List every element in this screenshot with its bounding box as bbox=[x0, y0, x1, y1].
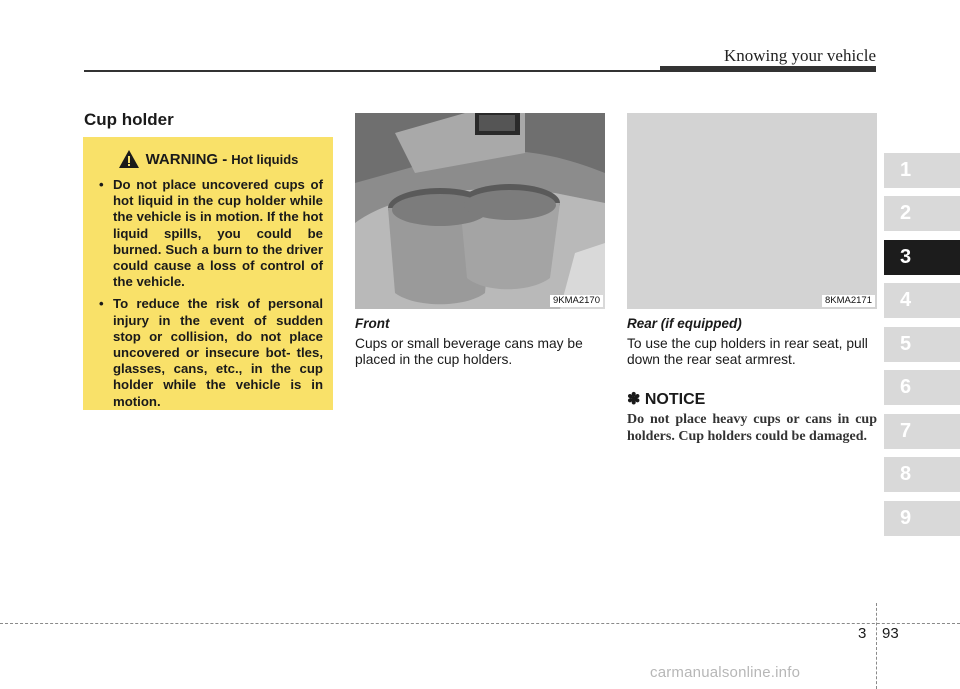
image-code: 8KMA2171 bbox=[822, 295, 875, 307]
warning-heading bbox=[93, 149, 323, 169]
front-cup-holder-illustration bbox=[355, 113, 605, 309]
warning-item: • Do not place uncovered cups of hot liquid in the cup holder while the vehicle is in motion. If the hot liquid spills, you could be burned. Such a burn to the driver could cause a loss of control of the vehicle. bbox=[93, 177, 323, 290]
image-code: 9KMA2170 bbox=[550, 295, 603, 307]
footer-chapter-number: 3 bbox=[858, 625, 867, 642]
chapter-tab-4[interactable]: 4 bbox=[884, 283, 960, 318]
chapter-tab-7[interactable]: 7 bbox=[884, 414, 960, 449]
footer-page-number: 93 bbox=[882, 625, 899, 642]
header-title: Knowing your vehicle bbox=[723, 46, 876, 65]
watermark: carmanualsonline.info bbox=[650, 664, 801, 681]
front-description: Cups or small beverage cans may be placed in the cup holders. bbox=[355, 336, 583, 367]
footer-divider bbox=[876, 603, 877, 689]
notice-text: Do not place heavy cups or cans in cup holders. Cup holders could be damaged. bbox=[627, 412, 877, 444]
warning-label: WARNING - bbox=[145, 150, 228, 168]
chapter-tab-5[interactable]: 5 bbox=[884, 327, 960, 362]
section-title: Cup holder bbox=[84, 110, 174, 129]
rear-description: To use the cup holders in rear seat, pull down the rear seat armrest. bbox=[627, 336, 868, 367]
notice-title: ✽ NOTICE bbox=[627, 391, 706, 408]
warning-subtitle: Hot liquids bbox=[231, 151, 299, 167]
warning-box bbox=[83, 137, 333, 410]
chapter-tab-9[interactable]: 9 bbox=[884, 501, 960, 536]
front-caption: Front bbox=[355, 316, 390, 331]
warning-triangle-icon bbox=[118, 149, 140, 169]
front-cup-holder-image bbox=[355, 113, 605, 309]
chapter-tab-8[interactable]: 8 bbox=[884, 457, 960, 492]
rear-caption: Rear (if equipped) bbox=[627, 316, 742, 331]
chapter-tab-2[interactable]: 2 bbox=[884, 196, 960, 231]
chapter-tab-6[interactable]: 6 bbox=[884, 370, 960, 405]
warning-item: • To reduce the risk of personal injury in the event of sudden stop or collision, do not place uncovered or insecure bot- tles, glasses, cans, etc., in the cup holder while the vehicle is in motion. bbox=[93, 296, 323, 409]
warning-list bbox=[93, 177, 323, 410]
rear-cup-holder-image bbox=[627, 113, 877, 309]
header-rule-accent bbox=[660, 66, 876, 72]
chapter-tab-3[interactable]: 3 bbox=[884, 240, 960, 275]
footer-rule bbox=[0, 623, 960, 624]
chapter-tab-1[interactable]: 1 bbox=[884, 153, 960, 188]
